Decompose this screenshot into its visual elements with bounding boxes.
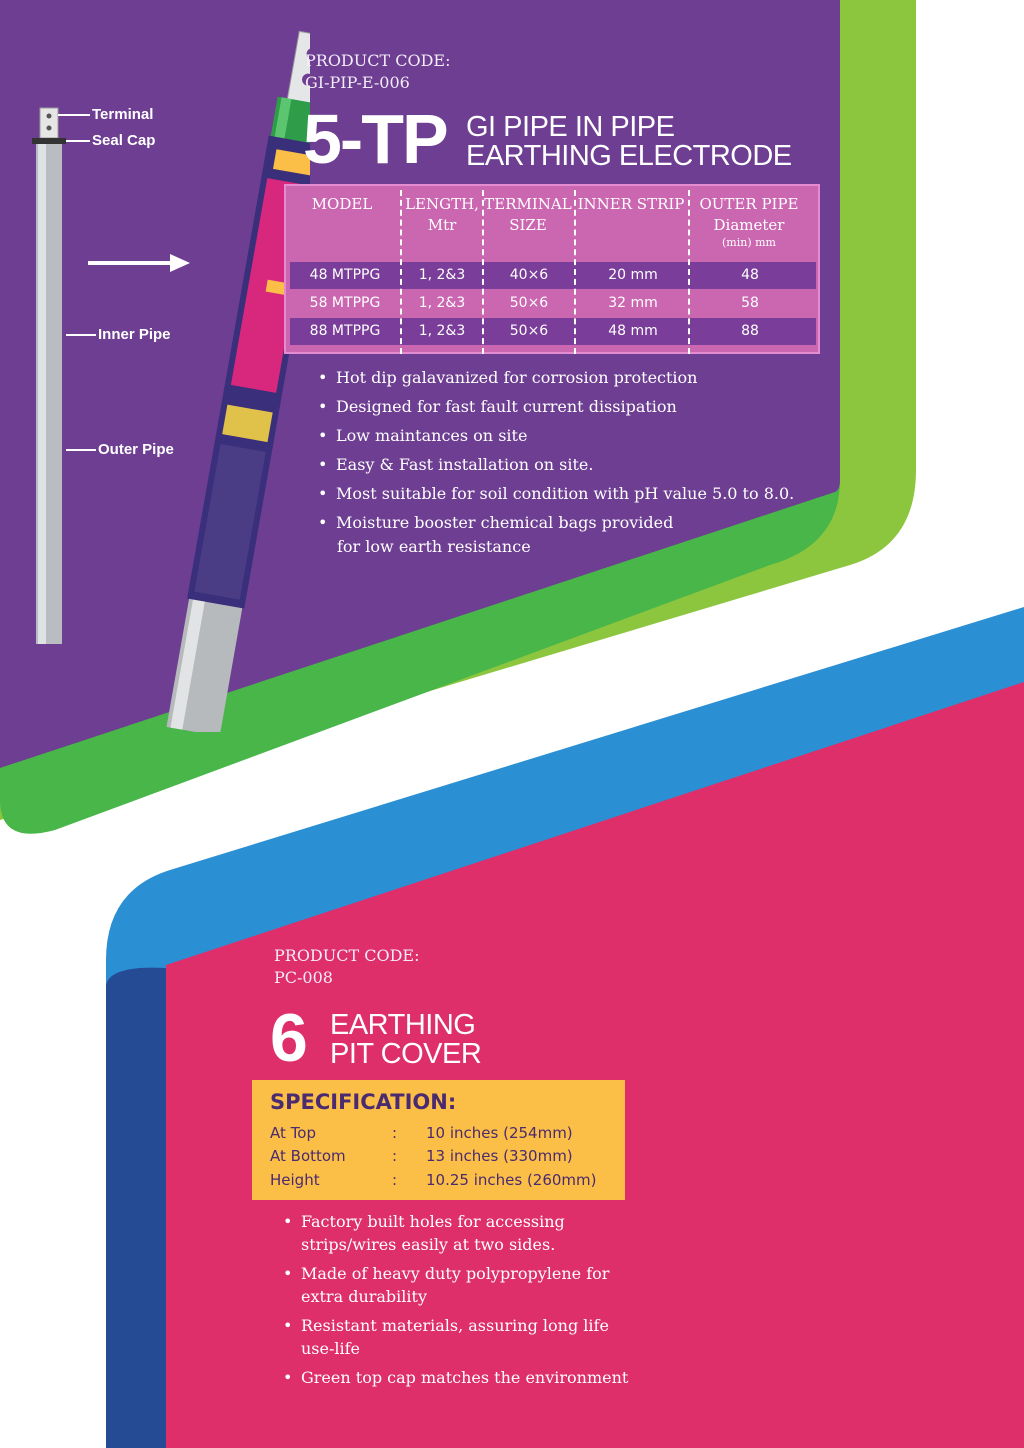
cell-terminal: 50×6	[509, 323, 549, 339]
product-title-line2: EARTHING ELECTRODE	[466, 140, 792, 172]
terminal-label: Terminal	[92, 106, 154, 123]
cell-terminal: 50×6	[509, 295, 549, 311]
header-terminal	[484, 194, 572, 236]
list-item-line: Green top cap matches the environment	[301, 1368, 629, 1387]
product-code: GI-PIP-E-006	[305, 73, 410, 92]
list-item-line: strips/wires easily at two sides.	[301, 1235, 556, 1254]
products-vertical-text: PRODUCTS	[32, 908, 83, 1365]
cell-inner: 20 mm	[608, 267, 658, 283]
cell-model: 48 MTPPG	[309, 267, 381, 283]
header-terminal-line1: TERMINAL	[484, 195, 572, 213]
spec-row	[270, 1171, 620, 1193]
product-code: PC-008	[274, 968, 333, 987]
column-divider	[574, 190, 576, 354]
spec-row	[270, 1147, 620, 1169]
seal-cap-label: Seal Cap	[92, 132, 156, 149]
product-title-line2: PIT COVER	[330, 1038, 482, 1070]
table-row	[290, 318, 816, 345]
list-item: • Designed for fast fault current dissipation	[318, 397, 818, 426]
cell-length: 1, 2&3	[418, 295, 466, 311]
product-number: 5-TP	[303, 100, 447, 178]
header-inner-strip: INNER STRIP	[577, 195, 685, 213]
product-code-label: PRODUCT CODE:	[305, 51, 451, 70]
header-outer-line2: Diameter	[713, 216, 785, 234]
spec-separator: :	[392, 1171, 398, 1189]
product-title-line1: GI PIPE IN PIPE	[466, 111, 675, 143]
list-item-line: Resistant materials, assuring long life	[301, 1316, 609, 1335]
spec-row	[270, 1124, 620, 1146]
spec-value: 10.25 inches (260mm)	[426, 1171, 597, 1189]
spec-separator: :	[392, 1147, 398, 1165]
spec-label: At Bottom	[270, 1147, 346, 1165]
product-code-label: PRODUCT CODE:	[274, 946, 420, 965]
cell-length: 1, 2&3	[418, 267, 466, 283]
list-item-line: use-life	[301, 1339, 361, 1358]
table-row	[290, 290, 816, 317]
list-item: • Low maintances on site	[318, 426, 818, 455]
spec-label: Height	[270, 1171, 320, 1189]
list-item	[283, 1314, 643, 1360]
spec-separator: :	[392, 1124, 398, 1142]
list-item: • Moisture booster chemical bags provided	[318, 513, 818, 536]
list-item	[283, 1366, 643, 1389]
cell-model: 88 MTPPG	[309, 323, 381, 339]
cell-outer: 48	[741, 267, 759, 283]
spec-value: 13 inches (330mm)	[426, 1147, 573, 1165]
product-title-line1: EARTHING	[330, 1009, 476, 1041]
list-item-line: Made of heavy duty polypropylene for	[301, 1264, 610, 1283]
header-outer-pipe	[690, 194, 808, 250]
column-divider	[688, 190, 690, 354]
specification-title: SPECIFICATION:	[270, 1090, 457, 1114]
specification-table	[284, 184, 820, 354]
list-item: • Hot dip galavanized for corrosion protection	[318, 368, 818, 397]
header-terminal-line2: SIZE	[509, 216, 547, 234]
header-length	[400, 194, 484, 236]
cell-terminal: 40×6	[509, 267, 549, 283]
list-item	[283, 1262, 643, 1308]
header-length-line1: LENGTH,	[405, 195, 479, 213]
list-item: • Easy & Fast installation on site.	[318, 455, 818, 484]
list-item-continuation: for low earth resistance	[337, 537, 531, 556]
electrode-product-image	[120, 22, 310, 732]
spec-value: 10 inches (254mm)	[426, 1124, 573, 1142]
outer-pipe-label: Outer Pipe	[98, 441, 174, 458]
column-divider	[400, 190, 402, 354]
feature-list	[283, 1210, 643, 1389]
table-row	[290, 262, 816, 289]
header-model: MODEL	[311, 195, 373, 213]
list-item-line: Factory built holes for accessing	[301, 1212, 565, 1231]
list-item-line: extra durability	[301, 1287, 427, 1306]
cell-length: 1, 2&3	[418, 323, 466, 339]
column-divider	[482, 190, 484, 354]
specification-box	[252, 1080, 625, 1200]
header-outer-line1: OUTER PIPE	[699, 195, 799, 213]
cell-inner: 48 mm	[608, 323, 658, 339]
list-item	[283, 1210, 643, 1256]
header-length-line2: Mtr	[427, 216, 457, 234]
cell-outer: 88	[741, 323, 759, 339]
cell-inner: 32 mm	[608, 295, 658, 311]
header-outer-line3: (min) mm	[722, 236, 776, 249]
list-item: • Most suitable for soil condition with pH value 5.0 to 8.0.	[318, 484, 818, 513]
feature-list	[318, 368, 818, 536]
cell-model: 58 MTPPG	[309, 295, 381, 311]
inner-pipe-label: Inner Pipe	[98, 326, 171, 343]
cell-outer: 58	[741, 295, 759, 311]
spec-label: At Top	[270, 1124, 316, 1142]
side-label	[28, 908, 88, 1365]
product-number: 6	[270, 1000, 306, 1076]
